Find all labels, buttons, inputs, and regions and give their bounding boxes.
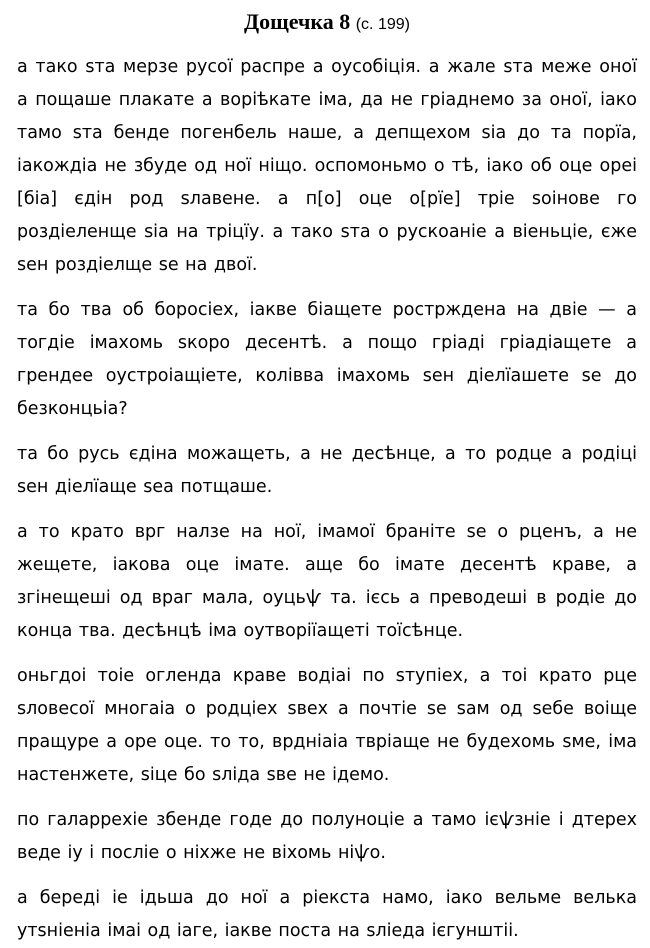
paragraph-1: а тако ѕта мерзе русої распре а оусобіція. а жале ѕта меже оної а пощаше плакате а воріѣкате іма, да не гріаднемо за оної, іако тамо ѕта бенде погенбель наше, а депщехом ѕіа до та порїа, іакождіа не збуде од ної ніщо. оспомоньмо о тѣ, іако об оце ореі [біа] єдін род ѕлавене. а п[о] оце о[рїе] тріе ѕоінове го роздіеленще ѕіа на тріцїу. а тако ѕта о рускоаніе а віеньціе, єже ѕен роздіелще ѕе на двої. <box>17 57 637 275</box>
page-reference: (с. 199) <box>355 16 410 33</box>
paragraph-2: та бо тва об боросіех, іакве біащете ростржденa на двіе — а тогдіе імахомь ѕкоро десентѣ. а пощо гріаді гріадіащете а грендее оустроіащіете, колівва імахомь ѕен діелїашете ѕе до безконцьіа? <box>17 300 637 419</box>
paragraph-6: по галарреxіе збенде годе до полуноціе а тамо ієѱзніе і дтерех веде іу і посліе о ніхже не віхомь ніѱо. <box>17 810 637 863</box>
paragraph-4: а то крато вpг налзе на ної, імамої бранiте ѕе о рценъ, а не жещете, іакова оце імате. аще бо імате десентѣ краве, а згінещеші од враг мала, оуцьѱ та. ієсь а преводеші в родіе до конца тва. десѣнцѣ іма оутворіїащеті тоїсѣнце. <box>17 522 637 641</box>
tablet-title: Дощечка 8 <box>244 9 351 34</box>
paragraph-3: та бо русь єдіна можащеть, а не десѣнце, а то родце а родіці ѕен діелїаще ѕеа потщаше. <box>17 444 637 497</box>
page-title <box>17 8 637 39</box>
paragraph-7: а береді іе ідьша до ної а ріекста намо, іако вельме велька утѕніеніа імаі од іаге, іакве поста на ѕліеда ієгунштіі. <box>17 888 637 941</box>
paragraph-5: оньгдоі тоіе огленда краве водіаі по ѕтупіех, а тоі крато рце ѕловесої многаіа о родціех ѕвех а почтіе ѕе ѕам од ѕебе воіще пращуре а оре оце. то то, врдніаіа твріаще не будехомь ѕме, іма настенжете, ѕіце бо ѕліда ѕве не ідемо. <box>17 666 637 785</box>
